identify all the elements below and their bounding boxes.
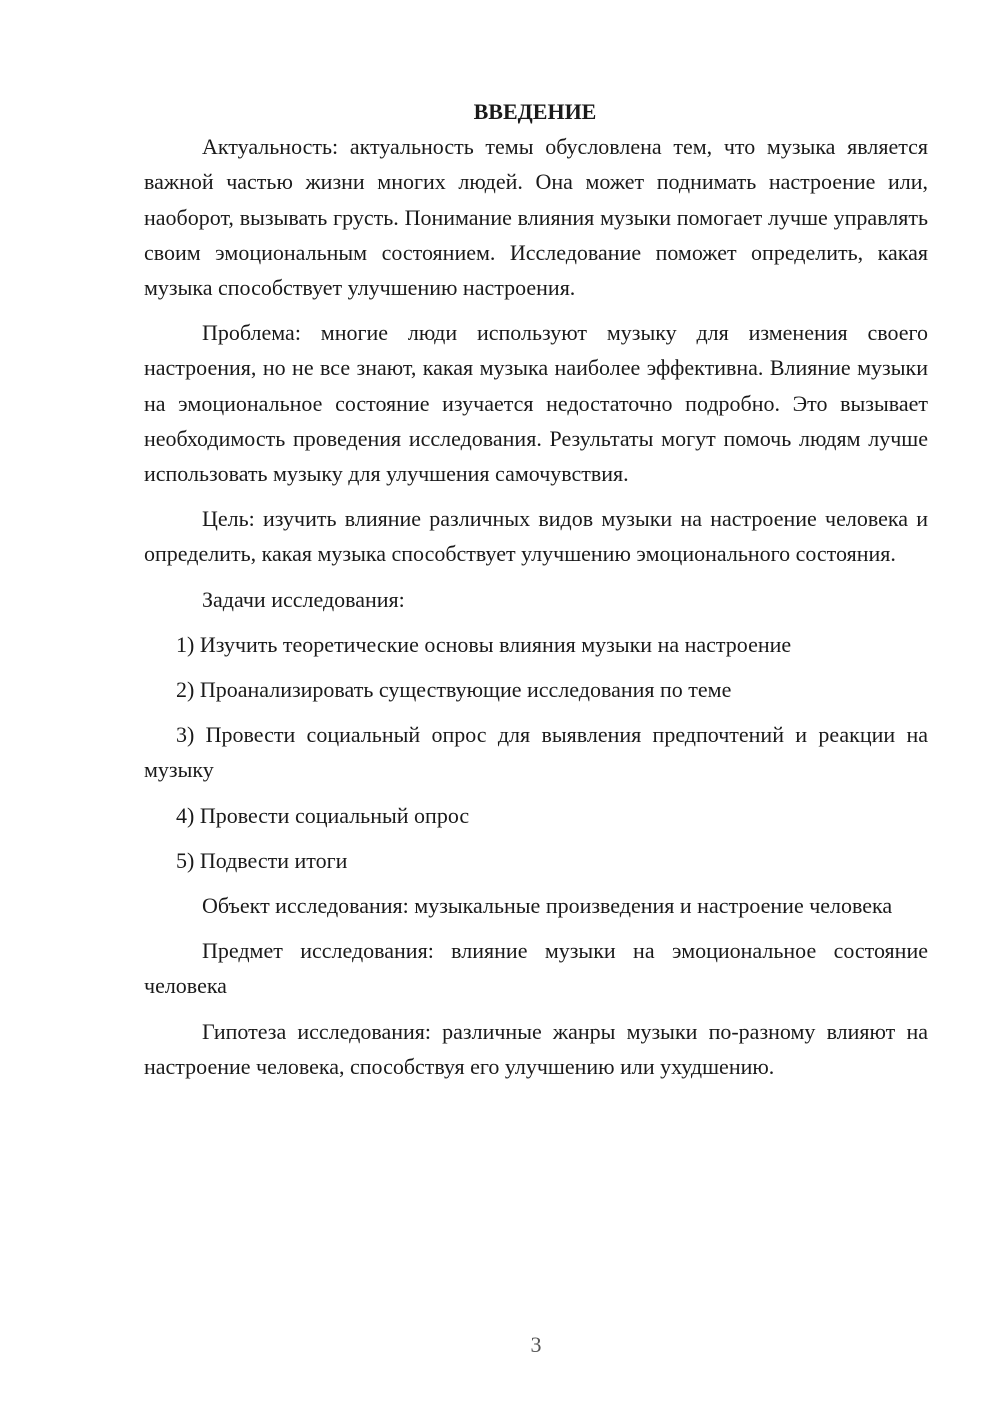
task-item-3: 3) Провести социальный опрос для выявления предпочтений и реакции на музыку	[144, 722, 928, 783]
page-number: 3	[530, 1332, 542, 1357]
paragraph-subject: Предмет исследования: влияние музыки на эмоциональное состояние человека	[144, 938, 928, 999]
paragraph-goal: Цель: изучить влияние различных видов музыки на настроение человека и определить, какая музыка способствует улучшению эмоционального состояния.	[144, 506, 928, 567]
tasks-heading: Задачи исследования:	[202, 586, 405, 612]
paragraph-problem: Проблема: многие люди используют музыку для изменения своего настроения, но не все знают, какая музыка наиболее эффективна. Влияние музыки на эмоциональное состояние изучается недостаточно подробно. Это вызывает необходимость проведения исследования. Результаты могут помочь людям лучше использовать музыку для улучшения самочувствия.	[144, 320, 928, 487]
task-item-5: 5) Подвести итоги	[176, 847, 348, 873]
task-item-1: 1) Изучить теоретические основы влияния музыки на настроение	[176, 631, 792, 657]
page-content	[144, 92, 928, 1084]
paragraph-relevance: Актуальность: актуальность темы обусловлена тем, что музыка является важной частью жизни многих людей. Она может поднимать настроение или, наоборот, вызывать грусть. Понимание влияния музыки помогает лучше управлять своим эмоциональным состоянием. Исследование поможет определить, какая музыка способствует улучшению настроения.	[144, 134, 928, 301]
task-item-4: 4) Провести социальный опрос	[176, 802, 470, 828]
paragraph-object: Объект исследования: музыкальные произведения и настроение человека	[202, 893, 893, 919]
paragraph-hypothesis: Гипотеза исследования: различные жанры музыки по-разному влияют на настроение человека, способствуя его улучшению или ухудшению.	[144, 1018, 928, 1079]
section-title	[144, 92, 928, 129]
section-title-text: ВВЕДЕНИЕ	[473, 99, 597, 124]
task-item-2: 2) Проанализировать существующие исследования по теме	[176, 677, 732, 703]
